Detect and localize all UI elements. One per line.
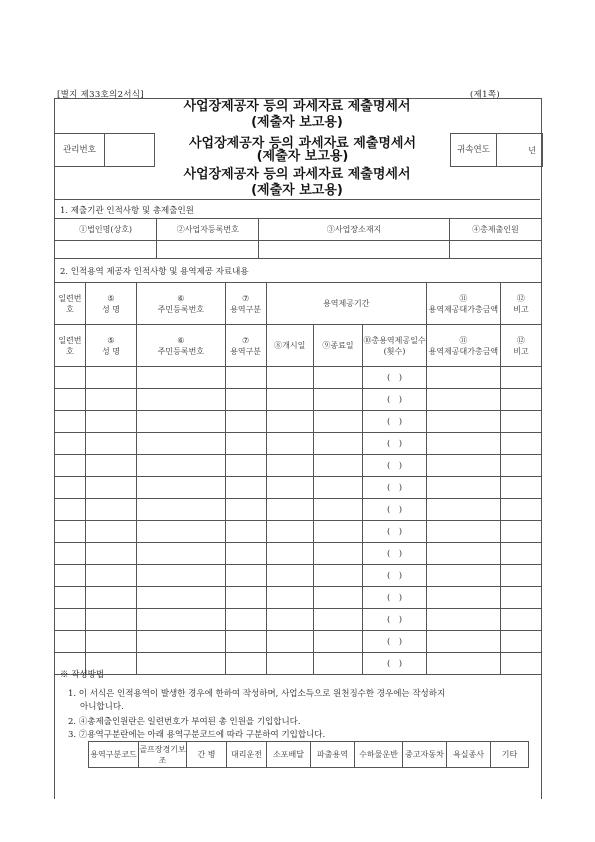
end-cell[interactable] — [313, 521, 362, 543]
days-paren: ( ) — [386, 636, 403, 647]
type-cell[interactable] — [225, 455, 266, 477]
title-repeat2-line2: (제출자 보고용) — [251, 183, 343, 198]
code-golf: 골프장경기보조 — [139, 742, 187, 768]
name-cell[interactable] — [85, 367, 136, 389]
days-paren: ( ) — [386, 614, 403, 625]
start-cell[interactable] — [266, 367, 313, 389]
days-cell[interactable] — [363, 499, 427, 521]
serial-cell[interactable] — [55, 499, 86, 521]
h1-amount: 용역제공대가총금액 — [428, 304, 499, 314]
days-paren: ( ) — [386, 460, 403, 471]
table-row — [55, 389, 542, 411]
name-cell[interactable] — [85, 455, 136, 477]
days-cell[interactable] — [363, 411, 427, 433]
table-row — [55, 411, 542, 433]
remark-cell[interactable] — [500, 433, 541, 455]
h1-type: 용역구분 — [230, 304, 262, 314]
h1-type-no: ⑦ — [241, 293, 250, 303]
code-parcel: 소포배달 — [267, 742, 311, 768]
days-paren: ( ) — [386, 416, 403, 427]
rrn-cell[interactable] — [137, 411, 225, 433]
days-paren: ( ) — [386, 438, 403, 449]
start-cell[interactable] — [266, 631, 313, 653]
serial-cell[interactable] — [55, 455, 86, 477]
title-repeat2-line1: 사업장제공자 등의 과세자료 제출명세서 — [183, 167, 411, 182]
code-care: 간 병 — [187, 742, 227, 768]
start-cell[interactable] — [266, 543, 313, 565]
amount-cell[interactable] — [426, 587, 500, 609]
type-cell[interactable] — [225, 411, 266, 433]
remark-cell[interactable] — [500, 565, 541, 587]
days-paren: ( ) — [386, 548, 403, 559]
type-cell[interactable] — [225, 543, 266, 565]
code-other: 기타 — [491, 742, 529, 768]
serial-cell[interactable] — [55, 565, 86, 587]
remark-cell[interactable] — [500, 389, 541, 411]
table-row — [55, 455, 542, 477]
end-cell[interactable] — [313, 631, 362, 653]
h1-period: 용역제공기간 — [266, 283, 426, 325]
notes-heading: ※ 작성방법 — [60, 670, 105, 680]
remark-cell[interactable] — [500, 653, 541, 675]
h2-rrn-no: ⑥ — [177, 335, 185, 345]
amount-cell[interactable] — [426, 411, 500, 433]
note-1-cont: 아니합니다. — [80, 702, 124, 712]
serial-cell[interactable] — [55, 477, 86, 499]
business-number-field[interactable] — [157, 241, 259, 259]
table-row — [55, 367, 542, 389]
year-label: 귀속연도 — [451, 134, 497, 167]
rrn-cell[interactable] — [137, 433, 225, 455]
name-cell[interactable] — [85, 477, 136, 499]
name-cell[interactable] — [85, 609, 136, 631]
type-cell[interactable] — [225, 367, 266, 389]
serial-cell[interactable] — [55, 631, 86, 653]
type-cell[interactable] — [225, 565, 266, 587]
h2-type: 용역구분 — [230, 346, 262, 356]
table-row — [55, 477, 542, 499]
h1-rrn: 주민등록번호 — [157, 304, 205, 314]
section2-table — [54, 282, 542, 675]
h1-remark: 비고 — [513, 304, 529, 314]
form-id: [별지 제33호의2서식] — [57, 90, 144, 100]
days-paren: ( ) — [386, 482, 403, 493]
remark-cell[interactable] — [500, 367, 541, 389]
code-dispatch: 파출용역 — [311, 742, 355, 768]
h1-amount-no: ⑪ — [459, 293, 468, 303]
end-cell[interactable] — [313, 587, 362, 609]
start-cell[interactable] — [266, 587, 313, 609]
days-paren: ( ) — [386, 372, 403, 383]
days-cell[interactable] — [363, 367, 427, 389]
code-row — [89, 742, 529, 768]
table-row — [55, 433, 542, 455]
start-cell[interactable] — [266, 389, 313, 411]
table-row — [55, 631, 542, 653]
code-baggage: 수하물운반 — [355, 742, 403, 768]
name-cell[interactable] — [85, 521, 136, 543]
days-cell[interactable] — [363, 521, 427, 543]
management-label: 관리번호 — [55, 134, 105, 167]
type-cell[interactable] — [225, 433, 266, 455]
code-used-car: 중고자동차 — [403, 742, 447, 768]
h2-amount-no: ⑪ — [459, 335, 468, 345]
amount-cell[interactable] — [426, 499, 500, 521]
table-row — [55, 543, 542, 565]
table-row — [55, 499, 542, 521]
start-cell[interactable] — [266, 653, 313, 675]
table-row — [55, 587, 542, 609]
end-cell[interactable] — [313, 411, 362, 433]
remark-cell[interactable] — [500, 455, 541, 477]
name-cell[interactable] — [85, 433, 136, 455]
amount-cell[interactable] — [426, 543, 500, 565]
header-row-1 — [55, 283, 542, 325]
type-cell[interactable] — [225, 499, 266, 521]
end-cell[interactable] — [313, 477, 362, 499]
amount-cell[interactable] — [426, 521, 500, 543]
end-cell[interactable] — [313, 565, 362, 587]
h2-remark-no: ⑫ — [516, 335, 525, 345]
table-row — [55, 521, 542, 543]
rrn-cell[interactable] — [137, 565, 225, 587]
col-address: ③사업장소재지 — [259, 219, 449, 241]
amount-cell[interactable] — [426, 477, 500, 499]
name-cell[interactable] — [85, 411, 136, 433]
amount-cell[interactable] — [426, 565, 500, 587]
code-bath: 욕실종사 — [447, 742, 491, 768]
amount-cell[interactable] — [426, 609, 500, 631]
remark-cell[interactable] — [500, 631, 541, 653]
name-cell[interactable] — [85, 631, 136, 653]
h1-name-no: ⑤ — [107, 293, 115, 303]
end-cell[interactable] — [313, 609, 362, 631]
days-cell[interactable] — [363, 543, 427, 565]
serial-cell[interactable] — [55, 411, 86, 433]
section1-heading: 1. 제출기관 인적사항 및 총제출인원 — [60, 206, 194, 216]
management-table — [54, 133, 543, 167]
section2-heading: 2. 인적용역 제공자 인적사항 및 용역제공 자료내용 — [60, 267, 249, 277]
start-cell[interactable] — [266, 521, 313, 543]
remark-cell[interactable] — [500, 411, 541, 433]
year-unit: 년 — [528, 145, 536, 155]
rrn-cell[interactable] — [137, 455, 225, 477]
remark-cell[interactable] — [500, 587, 541, 609]
days-paren: ( ) — [386, 526, 403, 537]
amount-cell[interactable] — [426, 455, 500, 477]
days-cell[interactable] — [363, 653, 427, 675]
serial-cell[interactable] — [55, 389, 86, 411]
end-cell[interactable] — [313, 653, 362, 675]
h2-name: 성 명 — [101, 346, 120, 356]
rrn-cell[interactable] — [137, 631, 225, 653]
start-cell[interactable] — [266, 455, 313, 477]
name-cell[interactable] — [85, 499, 136, 521]
serial-cell[interactable] — [55, 609, 86, 631]
remark-cell[interactable] — [500, 477, 541, 499]
name-cell[interactable] — [85, 565, 136, 587]
days-cell[interactable] — [363, 609, 427, 631]
h2-amount: 용역제공대가총금액 — [428, 346, 499, 356]
h2-type-no: ⑦ — [241, 335, 250, 345]
amount-cell[interactable] — [426, 653, 500, 675]
start-cell[interactable] — [266, 433, 313, 455]
rrn-cell[interactable] — [137, 367, 225, 389]
note-3: 3. ⑦용역구분란에는 아래 용역구분코드에 따라 구분하여 기입합니다. — [68, 730, 326, 740]
amount-cell[interactable] — [426, 389, 500, 411]
col-company-name: ①법인명(상호) — [55, 219, 157, 241]
h1-serial: 일련번호 — [55, 283, 86, 325]
company-name-field[interactable] — [55, 241, 157, 259]
h2-end: ⑨종료일 — [313, 325, 362, 367]
rrn-cell[interactable] — [137, 389, 225, 411]
title-line2: (제출자 보고용) — [251, 115, 343, 130]
type-cell[interactable] — [225, 477, 266, 499]
h2-rrn: 주민등록번호 — [157, 346, 205, 356]
section1-table — [54, 218, 542, 259]
note-2: 2. ④총제출인원란은 일련번호가 부여된 총 인원을 기입합니다. — [68, 717, 301, 727]
start-cell[interactable] — [266, 499, 313, 521]
type-cell[interactable] — [225, 521, 266, 543]
serial-cell[interactable] — [55, 543, 86, 565]
type-cell[interactable] — [225, 609, 266, 631]
start-cell[interactable] — [266, 565, 313, 587]
type-cell[interactable] — [225, 389, 266, 411]
type-cell[interactable] — [225, 631, 266, 653]
end-cell[interactable] — [313, 543, 362, 565]
remark-cell[interactable] — [500, 521, 541, 543]
code-table — [88, 741, 529, 768]
name-cell[interactable] — [85, 587, 136, 609]
code-header: 용역구분코드 — [89, 742, 139, 768]
amount-cell[interactable] — [426, 631, 500, 653]
year-field[interactable] — [497, 134, 543, 167]
days-cell[interactable] — [363, 587, 427, 609]
title-repeat-line2: (제출자 보고용) — [256, 149, 349, 164]
start-cell[interactable] — [266, 609, 313, 631]
rrn-cell[interactable] — [137, 587, 225, 609]
days-paren: ( ) — [386, 570, 403, 581]
start-cell[interactable] — [266, 411, 313, 433]
rrn-cell[interactable] — [137, 499, 225, 521]
title-line1: 사업장제공자 등의 과세자료 제출명세서 — [183, 99, 411, 114]
rrn-cell[interactable] — [137, 609, 225, 631]
type-cell[interactable] — [225, 587, 266, 609]
total-people-field[interactable] — [449, 241, 541, 259]
days-cell[interactable] — [363, 389, 427, 411]
days-paren: ( ) — [386, 592, 403, 603]
h1-name: 성 명 — [101, 304, 120, 314]
h2-start: ⑧개시일 — [266, 325, 313, 367]
end-cell[interactable] — [313, 389, 362, 411]
rrn-cell[interactable] — [137, 477, 225, 499]
end-cell[interactable] — [313, 433, 362, 455]
days-cell[interactable] — [363, 565, 427, 587]
serial-cell[interactable] — [55, 587, 86, 609]
page-label: (제1쪽) — [470, 90, 500, 100]
h2-name-no: ⑤ — [107, 335, 115, 345]
table-row — [55, 609, 542, 631]
rrn-cell[interactable] — [137, 653, 225, 675]
remark-cell[interactable] — [500, 609, 541, 631]
end-cell[interactable] — [313, 455, 362, 477]
table-row — [55, 565, 542, 587]
management-number-field[interactable] — [105, 134, 155, 167]
title-repeat-line1: 사업장제공자 등의 과세자료 제출명세서 — [188, 136, 417, 151]
col-total-people: ④총제출인원 — [449, 219, 541, 241]
h2-serial: 일련번호 — [55, 325, 86, 367]
days-paren: ( ) — [386, 504, 403, 515]
end-cell[interactable] — [313, 367, 362, 389]
days-cell[interactable] — [363, 433, 427, 455]
name-cell[interactable] — [85, 389, 136, 411]
h2-remark: 비고 — [513, 346, 529, 356]
rrn-cell[interactable] — [137, 543, 225, 565]
col-business-number: ②사업자등록번호 — [157, 219, 259, 241]
h1-remark-no: ⑫ — [516, 293, 525, 303]
start-cell[interactable] — [266, 477, 313, 499]
amount-cell[interactable] — [426, 433, 500, 455]
days-cell[interactable] — [363, 631, 427, 653]
remark-cell[interactable] — [500, 543, 541, 565]
amount-cell[interactable] — [426, 367, 500, 389]
remark-cell[interactable] — [500, 499, 541, 521]
days-paren: ( ) — [386, 658, 403, 669]
days-cell[interactable] — [363, 455, 427, 477]
table-row — [55, 653, 542, 675]
days-paren: ( ) — [386, 394, 403, 405]
rrn-cell[interactable] — [137, 521, 225, 543]
serial-cell[interactable] — [55, 433, 86, 455]
end-cell[interactable] — [313, 499, 362, 521]
name-cell[interactable] — [85, 543, 136, 565]
note-1: 1. 이 서식은 인적용역이 발생한 경우에 한하여 작성하며, 사업소득으로 원천징수한 경우에는 작성하지 — [68, 689, 446, 699]
header-row-2 — [55, 325, 542, 367]
serial-cell[interactable] — [55, 367, 86, 389]
type-cell[interactable] — [225, 653, 266, 675]
address-field[interactable] — [259, 241, 449, 259]
code-driver: 대리운전 — [227, 742, 267, 768]
serial-cell[interactable] — [55, 521, 86, 543]
days-cell[interactable] — [363, 477, 427, 499]
h1-rrn-no: ⑥ — [177, 293, 185, 303]
h2-days: ⑩총용역제공일수(횟수) — [363, 325, 427, 367]
